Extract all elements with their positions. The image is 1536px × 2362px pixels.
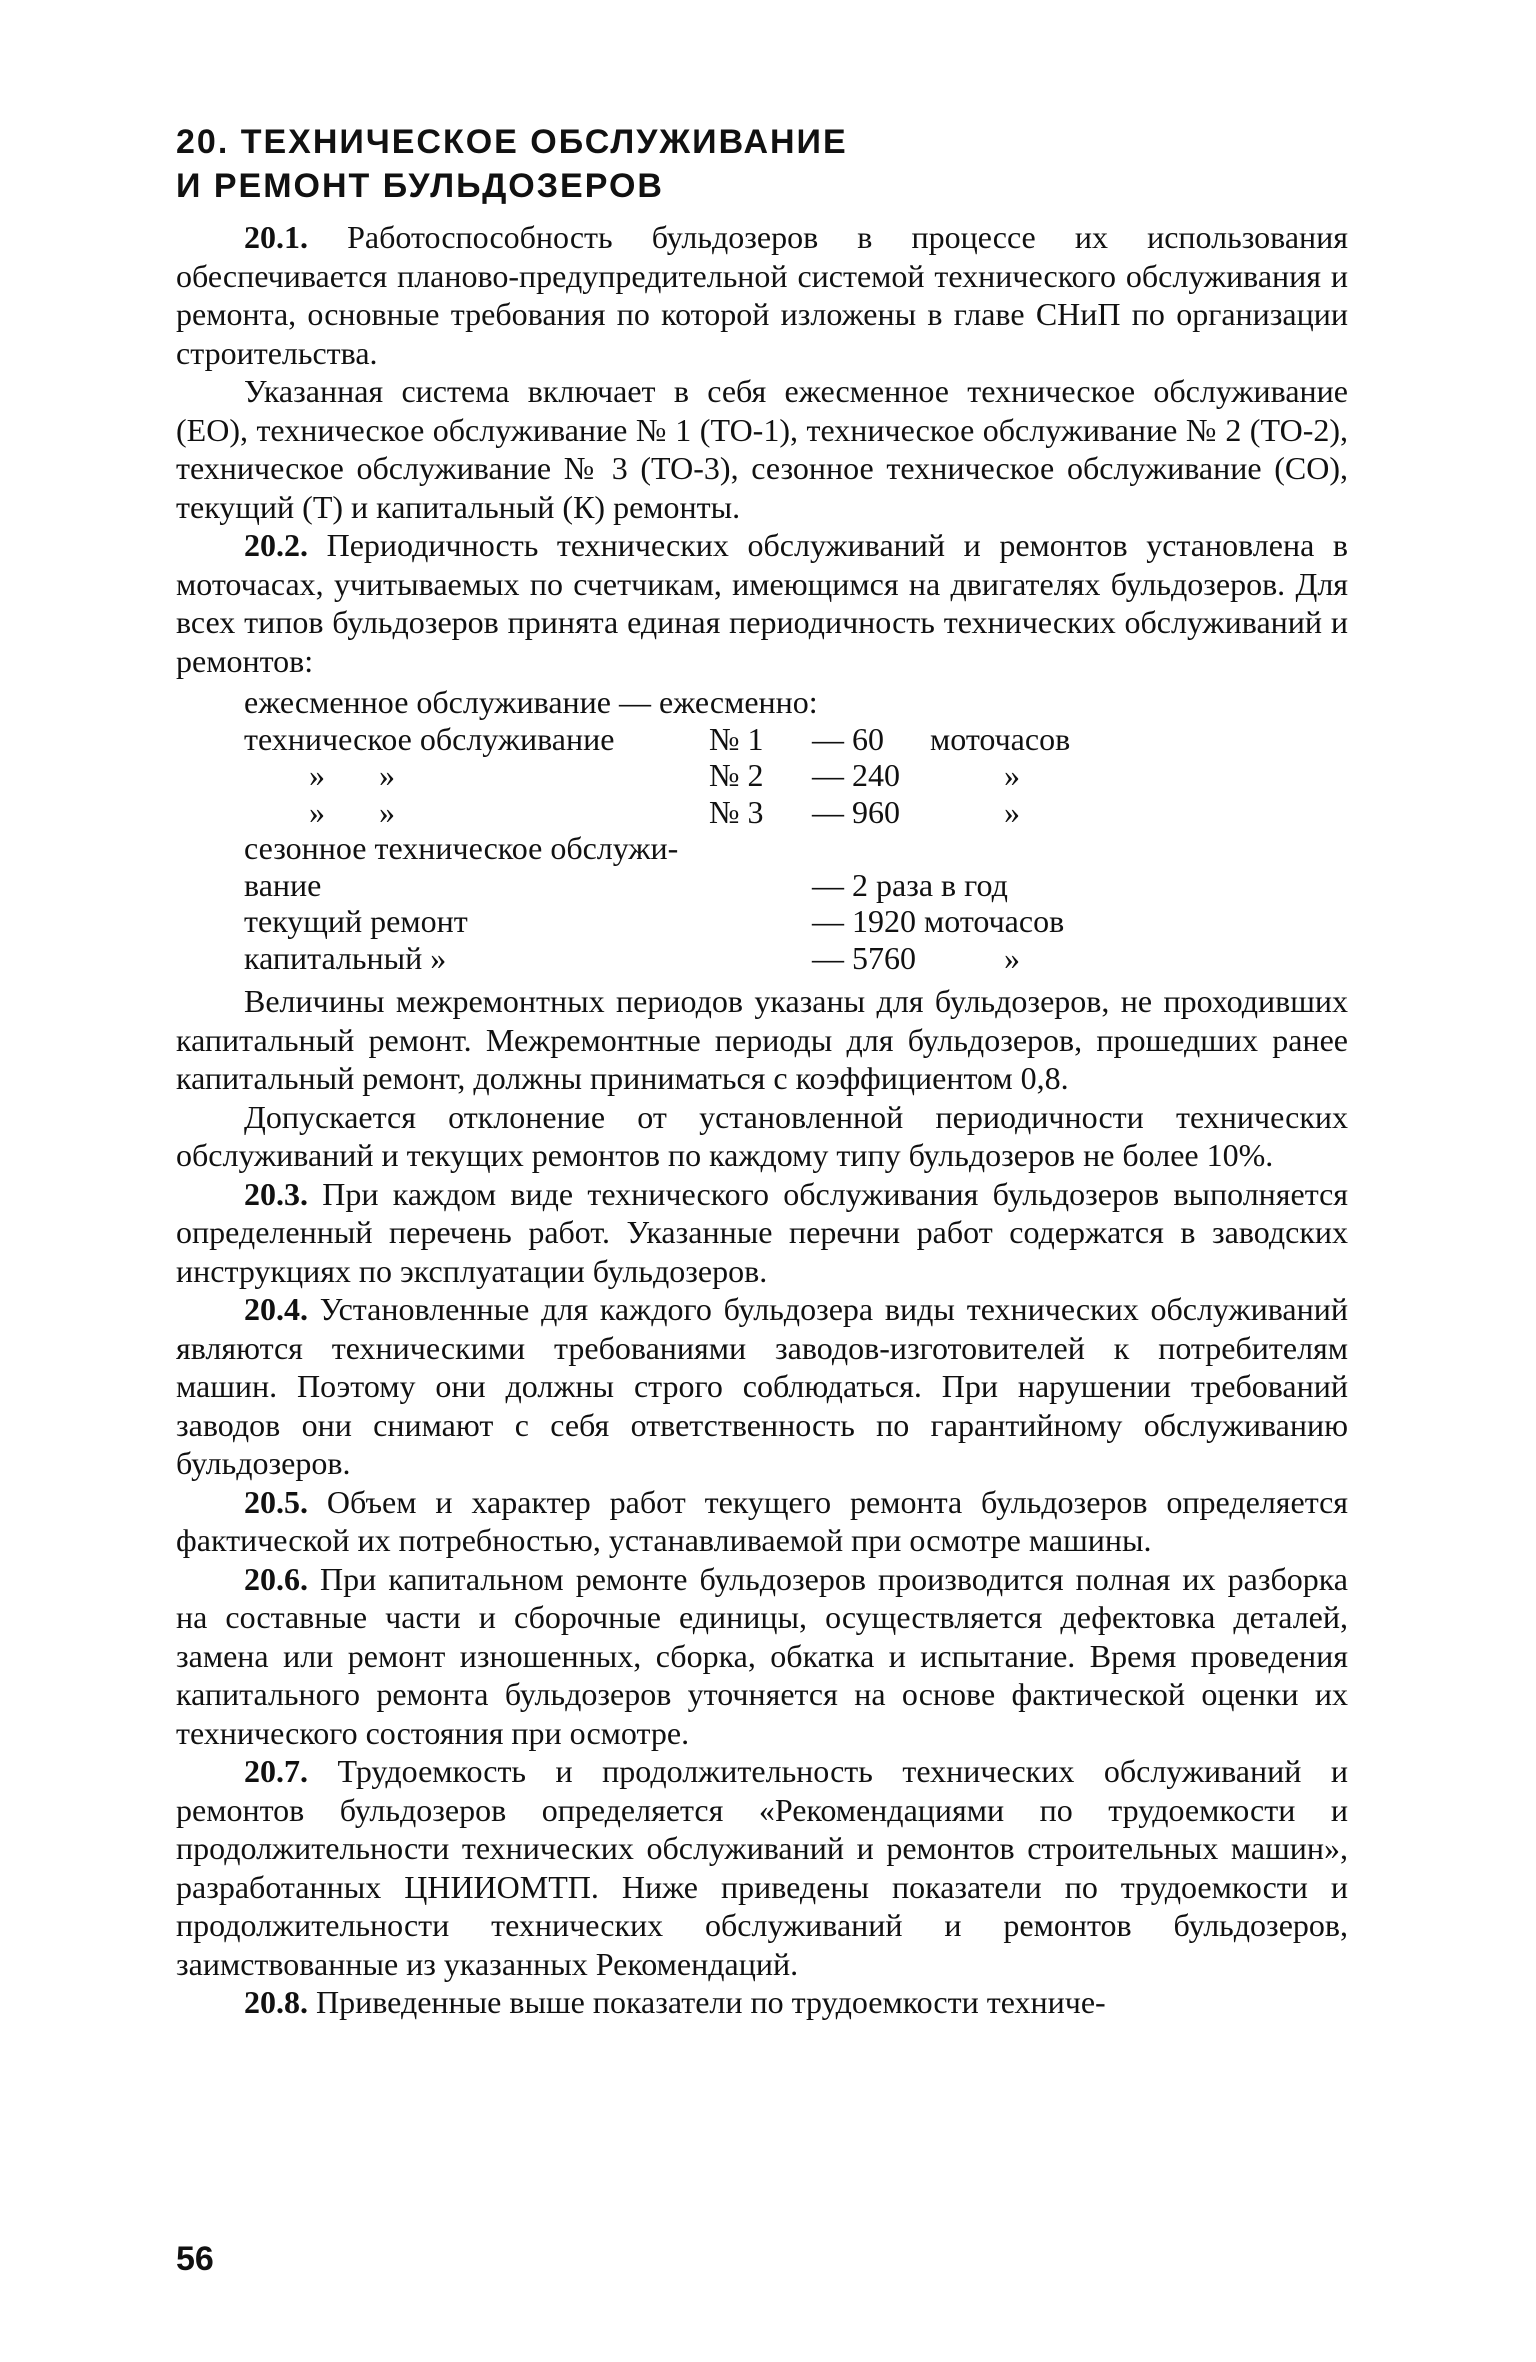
schedule-cell: — 960 <box>812 793 900 830</box>
schedule-cell: моточасов <box>930 720 1071 757</box>
paragraph-20-7 <box>176 1752 1348 1983</box>
schedule-row <box>244 757 1348 794</box>
schedule-cell: — 60 <box>812 720 884 757</box>
paragraph-text: Трудоемкость и продолжительность технических обслуживаний и ремонтов бульдозеров определяется «Рекомендациями по трудоемкости и продолжительности технических обслуживаний и ремонтов строительных машин», разработанных ЦНИИОМТП. Ниже приведены показатели по трудоемкости и продолжительности технических обслуживаний и ремонтов бульдозеров, заимствованные из указанных Рекомендаций. <box>176 1753 1348 1982</box>
page-number: 56 <box>176 2240 214 2278</box>
paragraph-text: Работоспособность бульдозеров в процессе их использования обеспечивается планово-предупредительной системой технического обслуживания и ремонта, основные требования по которой изложены в главе СНиП по организации строительства. <box>176 219 1348 371</box>
schedule-cell: № 2 <box>709 757 764 793</box>
paragraph-20-6 <box>176 1560 1348 1753</box>
schedule-row <box>244 830 1348 867</box>
paragraph-20-4 <box>176 1290 1348 1483</box>
schedule-cell: — 2 раза в год <box>812 866 1008 903</box>
paragraph-text: Допускается отклонение от установленной периодичности технических обслуживаний и текущих ремонтов по каждому типу бульдозеров не более 10%. <box>176 1098 1348 1173</box>
paragraph-20-2 <box>176 526 1348 680</box>
schedule-cell: № 3 <box>709 793 764 830</box>
clause-number: 20.3. <box>244 1175 308 1212</box>
schedule-cell: — 5760 <box>812 939 916 976</box>
schedule-cell: техническое обслуживание <box>244 720 615 757</box>
clause-number: 20.6. <box>244 1560 308 1597</box>
schedule-cell: ежесменное обслуживание — ежесменно: <box>244 684 818 720</box>
schedule-row <box>244 940 1348 977</box>
paragraph-20-5 <box>176 1483 1348 1560</box>
paragraph-system <box>176 372 1348 526</box>
paragraph-text: При капитальном ремонте бульдозеров производится полная их разборка на составные части и сборочные единицы, осуществляется дефектовка деталей, замена или ремонт изношенных, сборка, обкатка и испытание. Время проведения капитального ремонта бульдозеров уточняется на основе фактической оценки их технического состояния при осмотре. <box>176 1560 1348 1751</box>
schedule-cell: сезонное техническое обслужи- <box>244 830 679 866</box>
section-title-line-1: 20. ТЕХНИЧЕСКОЕ ОБСЛУЖИВАНИЕ <box>176 123 848 161</box>
schedule-cell: » <box>379 793 395 830</box>
schedule-cell: — 240 <box>812 757 900 793</box>
clause-number: 20.7. <box>244 1753 308 1789</box>
schedule-cell: капитальный » <box>244 939 447 976</box>
clause-number: 20.5. <box>244 1483 308 1520</box>
paragraph-20-8 <box>176 1983 1348 2022</box>
clause-number: 20.1. <box>244 219 308 255</box>
paragraph-text: Объем и характер работ текущего ремонта бульдозеров определяется фактической их потребностью, устанавливаемой при осмотре машины. <box>176 1483 1348 1558</box>
schedule-cell: вание <box>244 866 322 903</box>
schedule-row <box>244 721 1348 758</box>
schedule-row <box>244 684 1348 721</box>
schedule-cell: » <box>379 757 395 793</box>
section-title <box>176 120 1348 208</box>
paragraph-text: Величины межремонтных периодов указаны для бульдозеров, не проходивших капитальный ремонт. Межремонтные периоды для бульдозеров, прошедших ранее капитальный ремонт, должны приниматься с коэффициентом 0,8. <box>176 983 1348 1096</box>
schedule-row <box>244 794 1348 831</box>
schedule-cell: текущий ремонт <box>244 903 468 939</box>
clause-number: 20.4. <box>244 1291 308 1327</box>
paragraph-text: Установленные для каждого бульдозера виды технических обслуживаний являются техническими требованиями заводов-изготовителей к потребителям машин. Поэтому они должны строго соблюдаться. При нарушении требований заводов они снимают с себя ответственность по гарантийному обслуживанию бульдозеров. <box>176 1291 1348 1481</box>
paragraph-deviation <box>176 1098 1348 1175</box>
section-title-line-2: И РЕМОНТ БУЛЬДОЗЕРОВ <box>176 167 664 205</box>
paragraph-text: Указанная система включает в себя ежесменное техническое обслуживание (ЕО), техническое обслуживание № 1 (ТО-1), техническое обслуживание № 2 (ТО-2), техническое обслуживание № 3 (ТО-3), сезонное техническое обслуживание (СО), текущий (Т) и капитальный (К) ремонты. <box>176 373 1348 525</box>
paragraph-text: Приведенные выше показатели по трудоемкости техниче- <box>308 1984 1106 2020</box>
paragraph-20-1 <box>176 218 1348 372</box>
schedule-cell: » <box>1004 757 1020 793</box>
schedule-cell: — 1920 моточасов <box>812 903 1065 939</box>
schedule-cell: » <box>309 757 325 793</box>
paragraph-20-3 <box>176 1175 1348 1291</box>
paragraph-text: Периодичность технических обслуживаний и ремонтов установлена в моточасах, учитываемых по счетчикам, имеющимся на двигателях бульдозеров. Для всех типов бульдозеров принята единая периодичность технических обслуживаний и ремонтов: <box>176 527 1348 679</box>
schedule-cell: » <box>1004 793 1020 830</box>
schedule-row <box>244 867 1348 904</box>
schedule-cell: № 1 <box>709 720 764 757</box>
clause-number: 20.2. <box>244 527 308 563</box>
paragraph-intervals <box>176 982 1348 1098</box>
maintenance-schedule <box>244 684 1348 976</box>
schedule-cell: » <box>1004 939 1020 976</box>
page-body <box>176 120 1348 2022</box>
clause-number: 20.8. <box>244 1984 308 2020</box>
schedule-row <box>244 903 1348 940</box>
schedule-cell: » <box>309 793 325 830</box>
paragraph-text: При каждом виде технического обслуживания бульдозеров выполняется определенный перечень работ. Указанные перечни работ содержатся в заводских инструкциях по эксплуатации бульдозеров. <box>176 1175 1348 1289</box>
